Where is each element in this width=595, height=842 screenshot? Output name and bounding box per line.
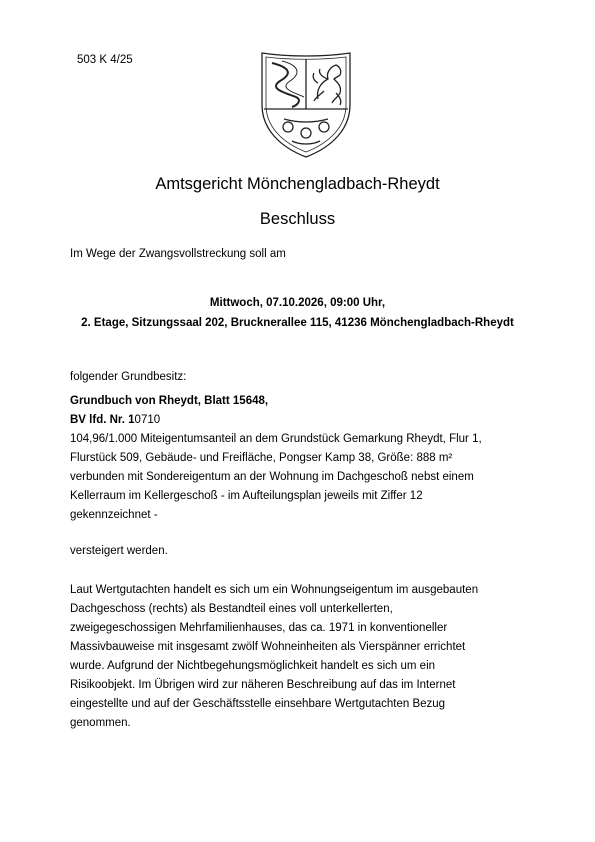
bv-number-prefix: BV lfd. Nr. 1 bbox=[70, 414, 135, 426]
case-number: 503 K 4/25 bbox=[77, 54, 133, 66]
intro-text: Im Wege der Zwangsvollstreckung soll am bbox=[70, 248, 286, 260]
property-description-line: gekennzeichnet - bbox=[70, 509, 158, 521]
appraisal-line: eingestellte und auf der Geschäftsstelle einsehbare Wertgutachten Bezug bbox=[70, 698, 446, 710]
appraisal-line: wurde. Aufgrund der Nichtbegehungsmöglichkeit handelt es sich um ein bbox=[70, 660, 436, 672]
land-register: Grundbuch von Rheydt, Blatt 15648, bbox=[70, 395, 269, 407]
appraisal-line: genommen. bbox=[70, 717, 131, 729]
appraisal-line: Risikoobjekt. Im Übrigen wird zur näheren Beschreibung auf das im Internet bbox=[70, 679, 456, 691]
appraisal-line: Dachgeschoss (rechts) als Bestandteil eines voll unterkellerten, bbox=[70, 603, 393, 615]
auctioned-text: versteigert werden. bbox=[70, 545, 168, 557]
auction-datetime: Mittwoch, 07.10.2026, 09:00 Uhr, bbox=[209, 297, 386, 309]
bv-number-rest: 0710 bbox=[134, 414, 161, 426]
document-title: Beschluss bbox=[259, 210, 336, 228]
auction-location: 2. Etage, Sitzungssaal 202, Brucknerallee 115, 41236 Mönchengladbach-Rheydt bbox=[81, 317, 514, 329]
property-description-line: 104,96/1.000 Miteigentumsanteil an dem Grundstück Gemarkung Rheydt, Flur 1, bbox=[70, 433, 482, 445]
appraisal-line: Massivbauweise mit insgesamt zwölf Wohneinheiten als Vierspänner errichtet bbox=[70, 641, 466, 653]
appraisal-line: Laut Wertgutachten handelt es sich um ein Wohnungseigentum im ausgebauten bbox=[70, 584, 479, 596]
court-name: Amtsgericht Mönchengladbach-Rheydt bbox=[155, 175, 440, 193]
property-description bbox=[70, 430, 520, 525]
coat-of-arms-nrw-icon bbox=[258, 47, 354, 159]
bv-number bbox=[70, 411, 160, 430]
appraisal-paragraph bbox=[70, 581, 520, 733]
property-label: folgender Grundbesitz: bbox=[70, 371, 187, 383]
appraisal-line: zweigegeschossigen Mehrfamilienhauses, das ca. 1971 in konventioneller bbox=[70, 622, 448, 634]
property-description-line: verbunden mit Sondereigentum an der Wohnung im Dachgeschoß nebst einem bbox=[70, 471, 474, 483]
property-description-line: Flurstück 509, Gebäude- und Freifläche, Pongser Kamp 38, Größe: 888 m² bbox=[70, 452, 453, 464]
property-description-line: Kellerraum im Kellergeschoß - im Aufteilungsplan jeweils mit Ziffer 12 bbox=[70, 490, 423, 502]
